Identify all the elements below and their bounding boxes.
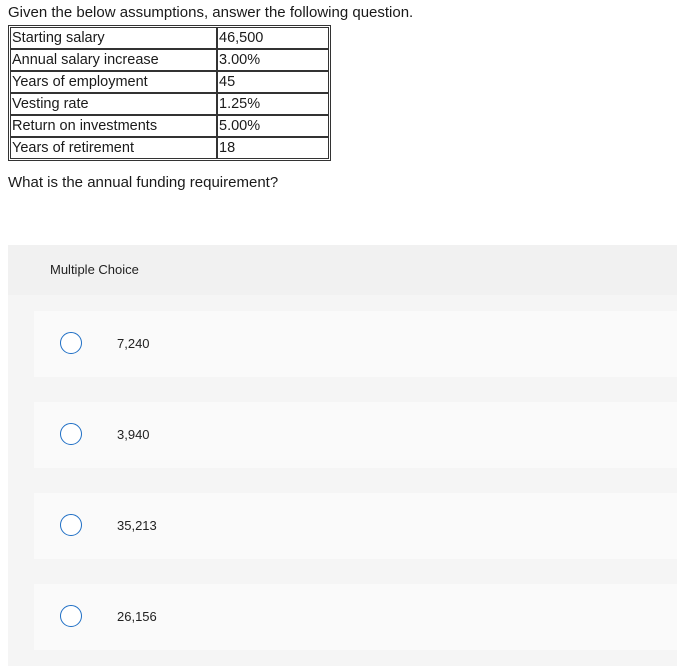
radio-button[interactable]: [60, 514, 82, 536]
table-row: [10, 49, 329, 71]
assumption-value: 45: [217, 71, 329, 93]
table-row: [10, 71, 329, 93]
assumption-value: 46,500: [217, 27, 329, 49]
assumption-value: 3.00%: [217, 49, 329, 71]
assumption-value: 1.25%: [217, 93, 329, 115]
assumptions-table: [8, 25, 331, 161]
table-row: [10, 27, 329, 49]
assumption-label: Years of employment: [10, 71, 217, 93]
answer-option-label[interactable]: 7,240: [117, 336, 150, 351]
answer-option[interactable]: [34, 493, 677, 559]
assumption-label: Vesting rate: [10, 93, 217, 115]
table-row: [10, 93, 329, 115]
answer-option[interactable]: [34, 584, 677, 650]
answer-option[interactable]: [34, 402, 677, 468]
answer-option-label[interactable]: 35,213: [117, 518, 157, 533]
multiple-choice-header: [8, 245, 677, 295]
assumption-value: 18: [217, 137, 329, 159]
assumption-label: Return on investments: [10, 115, 217, 137]
answer-option[interactable]: [34, 311, 677, 377]
radio-button[interactable]: [60, 332, 82, 354]
answer-option-label[interactable]: 3,940: [117, 427, 150, 442]
assumption-label: Starting salary: [10, 27, 217, 49]
question-prompt: What is the annual funding requirement?: [8, 174, 279, 191]
question-intro: Given the below assumptions, answer the following question.: [8, 4, 414, 21]
multiple-choice-title: Multiple Choice: [50, 262, 139, 277]
table-row: [10, 115, 329, 137]
table-row: [10, 137, 329, 159]
radio-button[interactable]: [60, 423, 82, 445]
assumption-label: Annual salary increase: [10, 49, 217, 71]
answer-option-label[interactable]: 26,156: [117, 609, 157, 624]
radio-button[interactable]: [60, 605, 82, 627]
assumption-value: 5.00%: [217, 115, 329, 137]
assumption-label: Years of retirement: [10, 137, 217, 159]
